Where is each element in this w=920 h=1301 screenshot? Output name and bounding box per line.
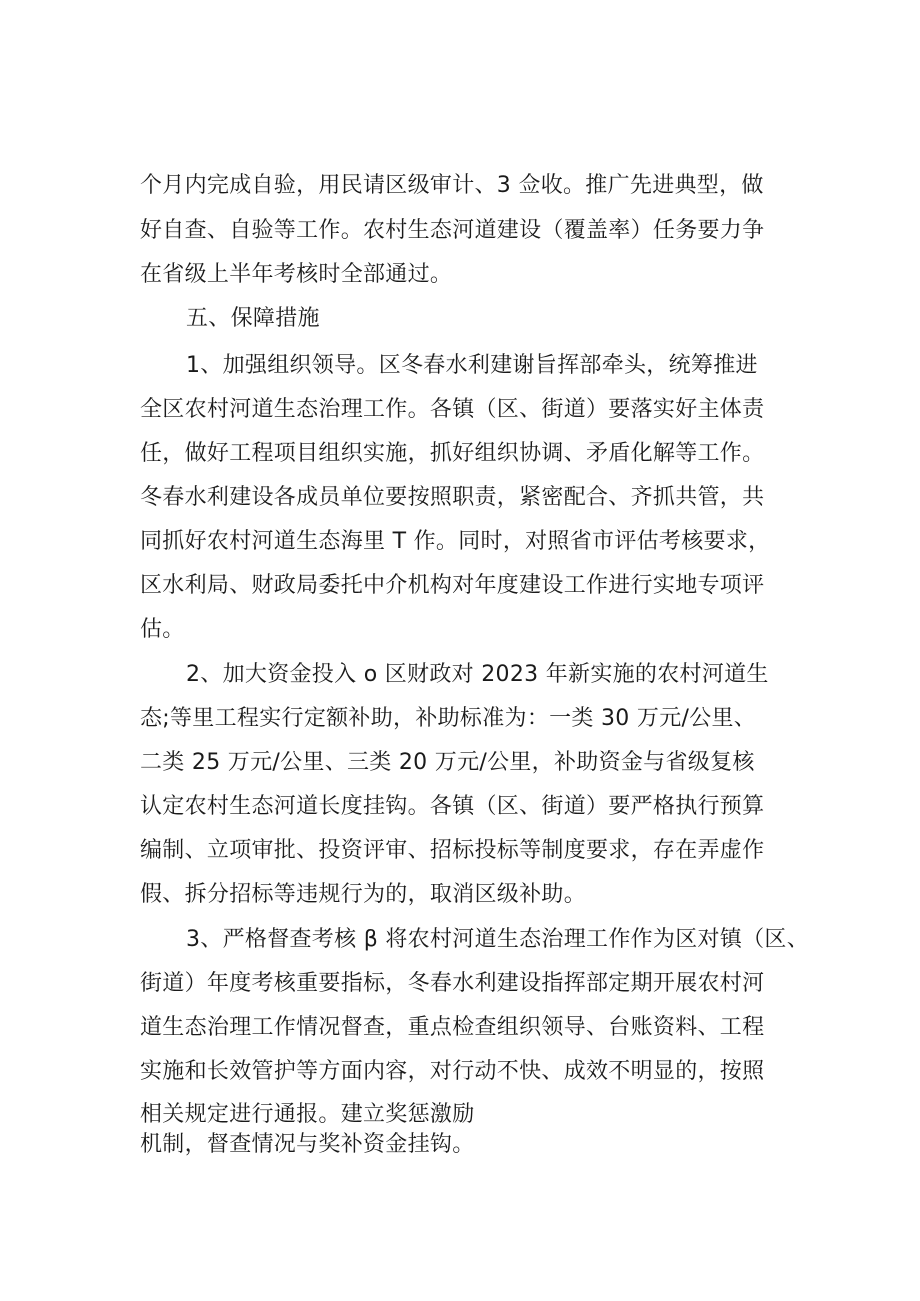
paragraph-line: 好自查、自验等工作。农村生态河道建设（覆盖率）任务要力争 xyxy=(140,218,765,243)
paragraph-line: 区水利局、财政局委托中介机构对年度建设工作进行实地专项评 xyxy=(140,573,765,598)
paragraph-line: 估。 xyxy=(140,617,185,642)
paragraph-line: 冬春水利建设各成员单位要按照职责，紧密配合、齐抓共管，共 xyxy=(140,485,765,510)
paragraph-line: 二类 25 万元/公里、三类 20 万元/公里，补助资金与省级复核 xyxy=(140,750,755,775)
paragraph-line: 任，做好工程项目组织实施，抓好组织协调、矛盾化解等工作。 xyxy=(140,441,765,466)
paragraph-line: 实施和长效管护等方面内容，对行动不快、成效不明显的，按照 xyxy=(140,1059,765,1084)
paragraph-line: 1、加强组织领导。区冬春水利建谢旨挥部牵头，统筹推进 xyxy=(186,353,758,378)
paragraph-line: 同抓好农村河道生态海里 T 作。同时，对照省市评估考核要求， xyxy=(140,529,771,554)
paragraph-line: 3、严格督查考核 β 将农村河道生态治理工作作为区对镇（区、 xyxy=(186,927,810,952)
paragraph-line: 在省级上半年考核时全部通过。 xyxy=(140,262,453,287)
paragraph-line: 认定农村生态河道长度挂钩。各镇（区、街道）要严格执行预算 xyxy=(140,794,765,819)
paragraph-line: 个月内完成自验，用民请区级审计、3 佥收。推广先进典型，做 xyxy=(140,173,764,198)
paragraph-line: 全区农村河道生态治理工作。各镇（区、街道）要落实好主体责 xyxy=(140,397,765,422)
paragraph-line: 态;等里工程实行定额补助，补助标准为：一类 30 万元/公里、 xyxy=(140,706,757,731)
paragraph-line: 道生态治理工作情况督查，重点检查组织领导、台账资料、工程 xyxy=(140,1015,765,1040)
paragraph-line: 相关规定进行通报。建立奖惩激励 xyxy=(140,1102,475,1127)
section-heading: 五、保障措施 xyxy=(186,306,320,331)
paragraph-line: 机制，督查情况与奖补资金挂钩。 xyxy=(140,1132,475,1157)
paragraph-line: 编制、立项审批、投资评审、招标投标等制度要求，存在弄虚作 xyxy=(140,838,765,863)
paragraph-line: 街道）年度考核重要指标，冬春水利建设指挥部定期开展农村河 xyxy=(140,971,765,996)
paragraph-line: 假、拆分招标等违规行为的，取消区级补助。 xyxy=(140,882,587,907)
paragraph-line: 2、加大资金投入 o 区财政对 2023 年新实施的农村河道生 xyxy=(186,662,769,687)
